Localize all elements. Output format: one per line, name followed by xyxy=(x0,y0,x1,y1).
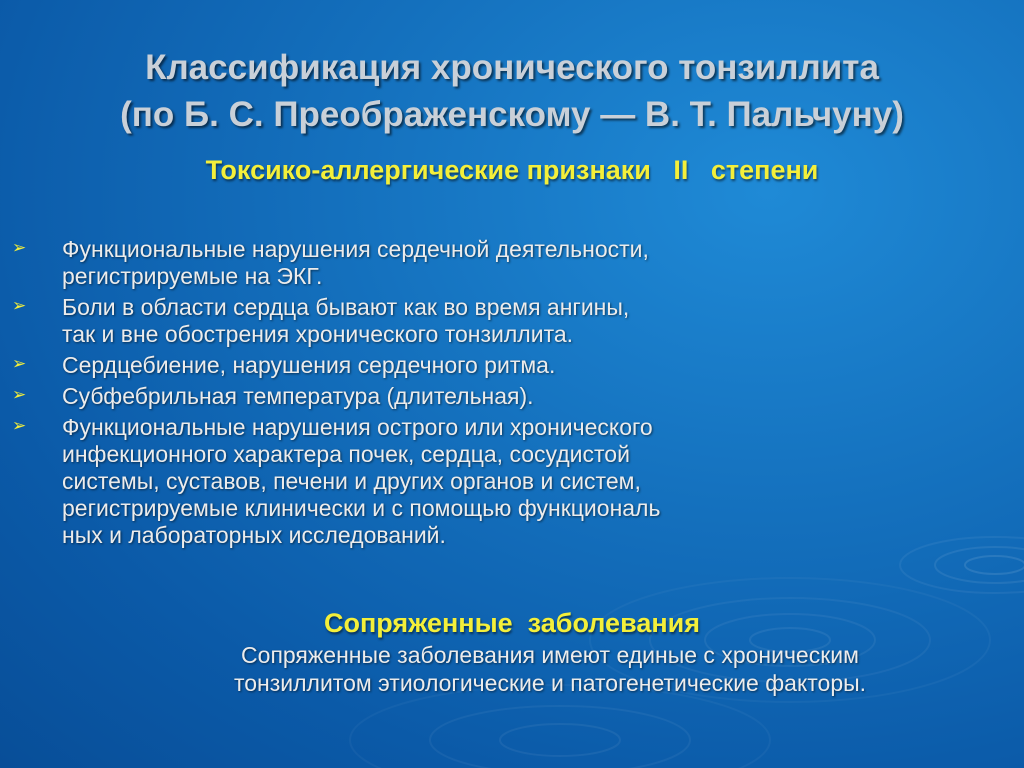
slide-subtitle: Токсико-аллергические признаки II степени xyxy=(205,155,819,185)
arrowhead-bullet-icon: ➢ xyxy=(12,238,27,257)
bullet-text-line: регистрируемые клинически и с помощью функциональ xyxy=(62,495,661,521)
bullet-item xyxy=(12,352,842,379)
slide-title-line-2: (по Б. С. Преображенскому — В. Т. Пальчуну) xyxy=(120,95,904,134)
slide-title-line-1: Классификация хронического тонзиллита xyxy=(145,48,879,87)
arrowhead-bullet-icon: ➢ xyxy=(12,296,27,315)
bullet-text-line: инфекционного характера почек, сердца, сосудистой xyxy=(62,441,630,467)
arrowhead-bullet-icon: ➢ xyxy=(12,354,27,373)
arrowhead-bullet-icon: ➢ xyxy=(12,385,27,404)
bullet-text-line: Боли в области сердца бывают как во время ангины, xyxy=(62,294,630,320)
bullet-text-line: ных и лабораторных исследований. xyxy=(62,522,446,548)
bullet-text-line: так и вне обострения хронического тонзиллита. xyxy=(62,321,574,347)
bullet-list xyxy=(12,236,842,553)
bullet-text-line: системы, суставов, печени и других органов и систем, xyxy=(62,468,641,494)
bullet-text-line: Функциональные нарушения острого или хронического xyxy=(62,414,653,440)
bullet-item xyxy=(12,414,842,549)
bullet-text-line: Субфебрильная температура (длительная). xyxy=(62,383,534,409)
slide-title xyxy=(0,44,1024,138)
arrowhead-bullet-icon: ➢ xyxy=(12,416,27,435)
bullet-item xyxy=(12,383,842,410)
related-diseases-text-line-1: Сопряженные заболевания имеют единые с хроническим xyxy=(241,642,859,668)
bullet-text-line: Сердцебиение, нарушения сердечного ритма. xyxy=(62,352,556,378)
related-diseases-text-line-2: тонзиллитом этиологические и патогенетические факторы. xyxy=(233,670,867,696)
bullet-text-line: регистрируемые на ЭКГ. xyxy=(62,263,323,289)
bullet-item xyxy=(12,236,842,290)
related-diseases-text xyxy=(120,641,980,697)
related-diseases-heading: Сопряженные заболевания xyxy=(324,608,700,638)
bullet-item xyxy=(12,294,842,348)
bullet-text-line: Функциональные нарушения сердечной деятельности, xyxy=(62,236,649,262)
